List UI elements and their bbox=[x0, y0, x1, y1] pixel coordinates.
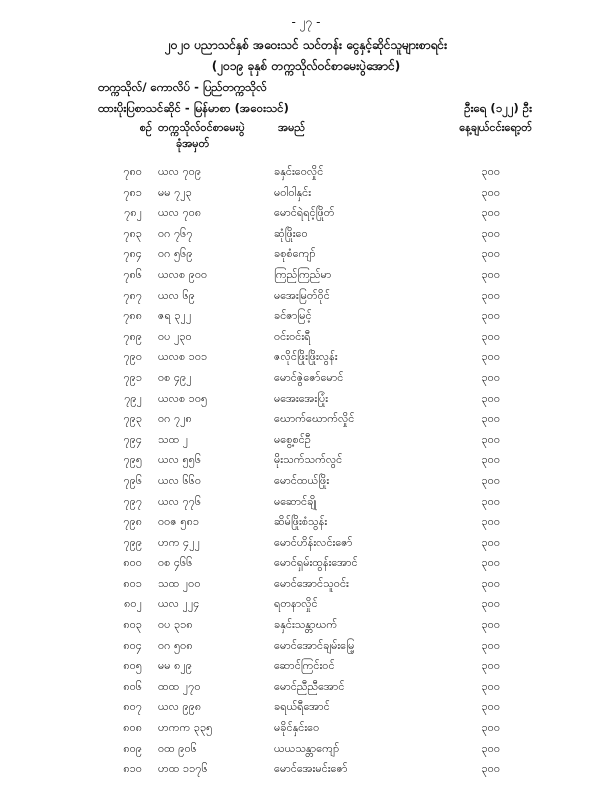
row-serial-no: ၇၉၂ bbox=[124, 391, 142, 405]
row-serial-no: ၈၀၄ bbox=[123, 638, 142, 652]
row-fee: ၃၀၀ bbox=[481, 309, 500, 323]
row-fee: ၃၀၀ bbox=[481, 165, 500, 178]
table-row bbox=[0, 533, 612, 554]
row-exam-number: ဝစ ၄၉၂ bbox=[158, 370, 192, 384]
row-exam-number: ဝထ ၉၀၆ bbox=[158, 741, 197, 755]
row-student-name: မောင်ညီညီအောင် bbox=[274, 679, 345, 693]
row-serial-no: ၈၀၆ bbox=[123, 679, 142, 693]
row-student-name: ခနှင်းဝေလှိုင် bbox=[274, 165, 324, 178]
table-row bbox=[0, 409, 612, 430]
row-serial-no: ၇၉၆ bbox=[123, 473, 142, 487]
row-student-name: မအေးအေးပြုံး bbox=[274, 391, 329, 405]
row-student-name: ရတနာလှိုင် bbox=[274, 597, 318, 611]
document-subtitle: (၂၀၁၉ ခုနှစ် တက္ကသိုလ်ဝင်စာမေးပွဲအောင်) bbox=[211, 59, 401, 73]
row-serial-no: ၇၈၁ bbox=[123, 185, 142, 199]
row-serial-no: ၇၉၀ bbox=[123, 350, 142, 364]
row-exam-number: မမ ၇၂၃ bbox=[158, 185, 192, 199]
row-exam-number: ယလ ၆၆၀ bbox=[158, 473, 202, 487]
row-student-name: မောင်ထယ်ဖြိုး bbox=[274, 473, 330, 487]
row-exam-number: ဟကက ၃၃၅ bbox=[158, 721, 213, 735]
row-exam-number: ဝစ ၄၆၆ bbox=[158, 556, 193, 570]
row-student-name: မောင်အောင်သူဝင်း bbox=[274, 576, 349, 590]
row-serial-no: ၈၀၀ bbox=[123, 556, 142, 570]
table-row bbox=[0, 656, 612, 677]
row-exam-number: ယလ ၉၉၈ bbox=[158, 700, 202, 714]
row-serial-no: ၈၀၁ bbox=[123, 576, 142, 590]
row-exam-number: ထထ ၂၇၀ bbox=[158, 679, 201, 693]
row-fee: ၃၀၀ bbox=[481, 267, 500, 281]
page-number: - ၂၇ - bbox=[291, 15, 321, 29]
row-fee: ၃၀၀ bbox=[481, 412, 500, 426]
row-student-name: ဝင်းဝင်းရီ bbox=[274, 329, 311, 343]
table-row bbox=[0, 389, 612, 410]
row-exam-number: ဟထ ၁၁၇၆ bbox=[158, 762, 208, 776]
table-row bbox=[0, 636, 612, 657]
row-student-name: ကြည်ကြည်မာ bbox=[274, 267, 332, 281]
table-row bbox=[0, 183, 612, 204]
table-row bbox=[0, 553, 612, 574]
row-exam-number: ဝဂ ၅၆၉ bbox=[158, 247, 193, 261]
row-fee: ၃၀၀ bbox=[481, 329, 500, 343]
row-fee: ၃၀၀ bbox=[481, 597, 500, 611]
department-line: တက္ကသိုလ်/ ကောလိပ် - ပြည်တက္ကသိုလ် bbox=[98, 80, 267, 94]
row-student-name: ခနှင်းသန္တာဃက် bbox=[274, 618, 338, 632]
row-exam-number: ဇရ ၃၂၂ bbox=[158, 309, 192, 323]
table-row bbox=[0, 306, 612, 327]
row-exam-number: ဝပ ၂၃၀ bbox=[158, 329, 192, 343]
row-exam-number: ဟက ၄၂၂ bbox=[158, 535, 201, 549]
row-serial-no: ၇၉၈ bbox=[123, 515, 142, 529]
table-row bbox=[0, 718, 612, 739]
row-fee: ၃၀၀ bbox=[481, 288, 500, 302]
row-fee: ၃၀၀ bbox=[481, 391, 500, 405]
row-exam-number: ယလ ၂၂၄ bbox=[158, 597, 200, 611]
row-student-name: မအေးမြတ်ဝိုင် bbox=[274, 288, 330, 302]
row-serial-no: ၈၀၉ bbox=[123, 741, 142, 755]
row-exam-number: ဝဂ ၇၆၇ bbox=[158, 226, 193, 240]
row-serial-no: ၇၈၃ bbox=[123, 226, 142, 240]
row-exam-number: ဝပ ၃၁၈ bbox=[158, 618, 193, 632]
row-fee: ၃၀၀ bbox=[481, 432, 500, 446]
row-fee: ၃၀၀ bbox=[481, 618, 500, 632]
table-row bbox=[0, 430, 612, 451]
row-student-name: ဃောက်ဃောက်လှိုင် bbox=[274, 412, 355, 426]
row-serial-no: ၈၀၈ bbox=[123, 721, 142, 735]
row-fee: ၃၀၀ bbox=[481, 370, 500, 384]
total-count: ဦးရေ (၁၂၂) ဦး bbox=[464, 101, 532, 115]
row-fee: ၃၀၀ bbox=[481, 659, 500, 673]
row-student-name: မဆောင်ချို bbox=[274, 494, 317, 508]
table-row bbox=[0, 450, 612, 471]
table-row bbox=[0, 244, 612, 265]
row-serial-no: ၇၈၂ bbox=[124, 206, 142, 220]
row-fee: ၃၀၀ bbox=[481, 721, 500, 735]
row-student-name: ဆောင်ကြင်းဝင် bbox=[274, 659, 335, 673]
table-row bbox=[0, 615, 612, 636]
row-exam-number: သထ ၂၀၀ bbox=[158, 576, 201, 590]
row-exam-number: ဝဂ ၅၀၈ bbox=[158, 638, 193, 652]
row-fee: ၃၀၀ bbox=[481, 515, 500, 529]
row-fee: ၃၀၀ bbox=[481, 350, 500, 364]
row-student-name: ယယသန္တာကျော် bbox=[274, 741, 340, 755]
row-serial-no: ၇၈၇ bbox=[123, 288, 142, 302]
header-exam-line1: တက္ကသိုလ်ဝင်စာမေးပွဲ bbox=[158, 121, 245, 134]
row-student-name: မခိုင်နှင်းဝေ bbox=[274, 721, 320, 735]
table-row bbox=[0, 286, 612, 307]
row-serial-no: ၈၀၇ bbox=[123, 700, 142, 714]
table-row bbox=[0, 492, 612, 513]
row-student-name: ဆုံဖြိုးဝေ bbox=[274, 226, 308, 240]
row-fee: ၃၀၀ bbox=[481, 185, 500, 199]
row-exam-number: ယလ ၅၅၆ bbox=[158, 453, 202, 467]
row-student-name: မောင်အေးမင်းဇော် bbox=[274, 762, 348, 776]
row-serial-no: ၇၉၃ bbox=[123, 412, 142, 426]
row-student-name: မောင်ရှမ်းထွန်းအောင် bbox=[274, 556, 358, 570]
row-student-name: ဇလိုင်ဖြိုးဖြိုးလွန်း bbox=[274, 350, 338, 364]
row-fee: ၃၀၀ bbox=[481, 535, 500, 549]
table-row bbox=[0, 265, 612, 286]
header-exam-line2: ခုံအမှတ် bbox=[176, 137, 210, 150]
table-row bbox=[0, 739, 612, 760]
row-exam-number: ယလ ၇၀၉ bbox=[158, 165, 202, 178]
row-exam-number: ယလ ၇၇၆ bbox=[158, 494, 202, 508]
student-table bbox=[0, 162, 612, 780]
row-student-name: ဆိမ်ဖြိုးစံသွန်း bbox=[274, 515, 328, 529]
row-student-name: မောင်အောင်ချမ်းမြေ့ bbox=[274, 638, 355, 652]
table-row bbox=[0, 512, 612, 533]
table-row bbox=[0, 327, 612, 348]
row-fee: ၃၀၀ bbox=[481, 556, 500, 570]
row-fee: ၃၀၀ bbox=[481, 700, 500, 714]
row-student-name: မိုးသက်သက်လွင် bbox=[274, 453, 343, 467]
row-exam-number: ယလစ ၁၀၁ bbox=[158, 350, 208, 364]
row-exam-number: ယလ ၇၀၈ bbox=[158, 206, 202, 220]
row-exam-number: သထ ၂ bbox=[158, 432, 189, 446]
row-exam-number: ယလစ ၁၀၅ bbox=[158, 391, 208, 405]
row-serial-no: ၇၈၉ bbox=[123, 329, 142, 343]
header-fee: နေ့ချယ်ငင်းရော့တ် bbox=[459, 121, 532, 134]
row-serial-no: ၇၈၆ bbox=[123, 267, 142, 281]
row-fee: ၃၀၀ bbox=[481, 473, 500, 487]
row-serial-no: ၈၀၅ bbox=[123, 659, 142, 673]
row-student-name: မောင်ရဲရင့်ဖြိုတ် bbox=[274, 206, 335, 220]
row-serial-no: ၇၈၀ bbox=[123, 165, 142, 178]
row-exam-number: ဝဂ ၇၂၈ bbox=[158, 412, 192, 426]
row-student-name: မောင်ဇွဲဇော်မောင် bbox=[274, 370, 344, 384]
table-row bbox=[0, 471, 612, 492]
row-serial-no: ၈၁၀ bbox=[123, 762, 142, 776]
table-row bbox=[0, 162, 612, 183]
row-fee: ၃၀၀ bbox=[481, 679, 500, 693]
row-serial-no: ၇၉၉ bbox=[123, 535, 142, 549]
header-serial-no: စဉ် bbox=[139, 121, 152, 134]
row-student-name: ခရယ်ရီအောင် bbox=[274, 700, 330, 714]
row-exam-number: ဝဝဇ ၅၈၁ bbox=[158, 515, 200, 529]
row-fee: ၃၀၀ bbox=[481, 494, 500, 508]
row-serial-no: ၇၉၇ bbox=[123, 494, 142, 508]
row-fee: ၃၀၀ bbox=[481, 576, 500, 590]
table-row bbox=[0, 759, 612, 780]
row-student-name: မစွေ့စင်ဦ bbox=[274, 432, 311, 446]
row-serial-no: ၇၈၈ bbox=[123, 309, 142, 323]
row-student-name: မောင်ဟိန်းလင်းဇော် bbox=[274, 535, 353, 549]
row-serial-no: ၈၀၃ bbox=[123, 618, 142, 632]
document-title: ၂၀၂၀ ပညာသင်နှစ် အဝေးသင် သင်တန်း ငွေနှင့်ဆိုင်သူများစာရင်း bbox=[164, 38, 448, 52]
table-row bbox=[0, 203, 612, 224]
row-fee: ၃၀၀ bbox=[481, 762, 500, 776]
row-student-name: မဝါဝါနှင်း bbox=[274, 185, 312, 199]
row-fee: ၃၀၀ bbox=[481, 206, 500, 220]
row-exam-number: မမ ၈၂၉ bbox=[158, 659, 192, 673]
row-exam-number: ယလစ ၉၀၀ bbox=[158, 267, 208, 281]
row-serial-no: ၇၉၄ bbox=[123, 432, 142, 446]
row-serial-no: ၇၉၁ bbox=[123, 370, 142, 384]
row-serial-no: ၈၀၂ bbox=[124, 597, 142, 611]
table-row bbox=[0, 224, 612, 245]
office-line: ထားပိုးပြစာသင်ဆိုင် - မြန်မာစာ (အဝေးသင်) bbox=[98, 101, 289, 115]
row-exam-number: ယလ ၆၉ bbox=[158, 288, 195, 302]
table-row bbox=[0, 697, 612, 718]
row-fee: ၃၀၀ bbox=[481, 247, 500, 261]
row-serial-no: ၇၈၄ bbox=[123, 247, 142, 261]
row-fee: ၃၀၀ bbox=[481, 226, 500, 240]
row-fee: ၃၀၀ bbox=[481, 453, 500, 467]
row-student-name: ခစုစံကျော် bbox=[274, 247, 316, 261]
table-row bbox=[0, 594, 612, 615]
table-row bbox=[0, 347, 612, 368]
row-fee: ၃၀၀ bbox=[481, 638, 500, 652]
row-fee: ၃၀၀ bbox=[481, 741, 500, 755]
table-row bbox=[0, 677, 612, 698]
table-row bbox=[0, 368, 612, 389]
row-serial-no: ၇၉၅ bbox=[123, 453, 142, 467]
row-student-name: ခင်ဇာမြင့် bbox=[274, 309, 312, 323]
table-row bbox=[0, 574, 612, 595]
header-name: အမည် bbox=[278, 121, 306, 134]
